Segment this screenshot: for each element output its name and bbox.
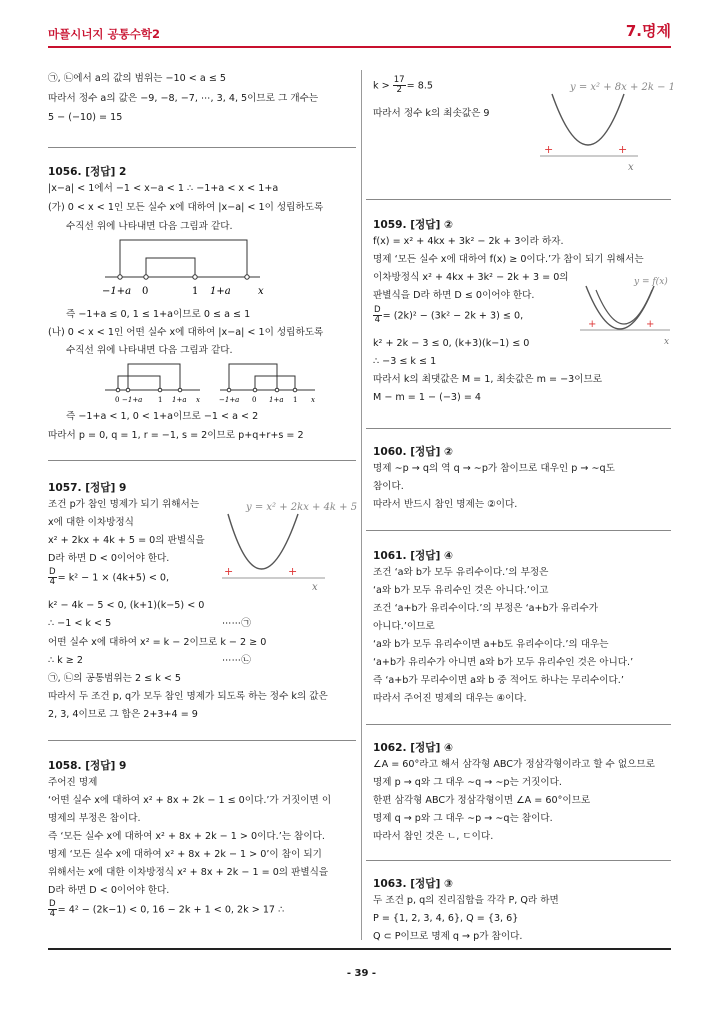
text-line: 수직선 위에 나타내면 다음 그림과 같다. xyxy=(66,221,233,232)
number-line-2b xyxy=(215,358,325,408)
fraction-rest: = 4² − (2k−1) < 0, 16 − 2k + 1 < 0, 2k > 17 ∴ xyxy=(57,904,285,916)
tick-label: −1+a xyxy=(102,286,132,297)
text-line: f(x) = x² + 4kx + 3k² − 2k + 3이라 하자. xyxy=(373,236,564,247)
tick-label: 1 xyxy=(293,396,298,404)
inline-text: k > xyxy=(373,80,390,92)
parabola-graph-1057 xyxy=(220,498,358,598)
section-divider xyxy=(366,530,671,531)
text-line: 즉 ‘a+b가 무리수이면 a와 b 중 적어도 하나는 무리수이다.’ xyxy=(373,675,624,686)
tick-label: 0 xyxy=(252,396,257,404)
text-line: 명제 p → q와 그 대우 ∼q → ∼p는 거짓이다. xyxy=(373,777,562,788)
page-number: - 39 - xyxy=(346,968,377,979)
text-line: 명제 ∼p → q의 역 q → ∼p가 참이므로 대우인 p → ∼q도 xyxy=(373,463,615,474)
header-rule xyxy=(48,46,671,48)
text-line: 명제 ‘모든 실수 x에 대하여 x² + 8x + 2k − 1 > 0’이 참이 되기 xyxy=(48,849,322,860)
text-line: 따라서 정수 k의 최솟값은 9 xyxy=(373,108,490,119)
text-line: 한편 삼각형 ABC가 정삼각형이면 ∠A = 60°이므로 xyxy=(373,795,591,806)
text-line: 즉 −1+a < 1, 0 < 1+a이므로 −1 < a < 2 xyxy=(66,411,259,422)
text-line: 즉 ‘모든 실수 x에 대하여 x² + 8x + 2k − 1 > 0이다.’는 참이다. xyxy=(48,831,325,842)
q1060-title: 1060. [정답] ② xyxy=(373,446,454,458)
column-divider xyxy=(361,70,362,940)
graph-equation: y = x² + 8x + 2k − 1 xyxy=(570,82,676,93)
text-line: ∴ −3 ≤ k ≤ 1 xyxy=(373,356,437,367)
text-line: 위해서는 x에 대한 이차방정식 x² + 8x + 2k − 1 = 0의 판별식을 xyxy=(48,867,329,878)
section-divider xyxy=(48,147,356,148)
text-line: 명제의 부정은 참이다. xyxy=(48,813,141,824)
text-line: P = {1, 2, 3, 4, 6}, Q = {3, 6} xyxy=(373,913,519,924)
text-line: ‘어떤 실수 x에 대하여 x² + 8x + 2k − 1 ≤ 0이다.’가 거짓이면 이 xyxy=(48,795,332,806)
fraction-den: 4 xyxy=(49,577,56,587)
marker-1: ⋯⋯㉠ xyxy=(222,618,251,629)
q1063-title: 1063. [정답] ③ xyxy=(373,878,454,890)
tick-label: 1+a xyxy=(269,396,284,404)
text-line: 이차방정식 x² + 4kx + 3k² − 2k + 3 = 0의 xyxy=(373,272,569,283)
fraction-line xyxy=(373,76,433,95)
fraction-line xyxy=(48,900,284,919)
graph-equation: y = f(x) xyxy=(634,277,668,287)
text-line: 2, 3, 4이므로 그 합은 2+3+4 = 9 xyxy=(48,709,198,720)
footer-rule xyxy=(48,948,671,950)
text-line: 수직선 위에 나타내면 다음 그림과 같다. xyxy=(66,345,233,356)
text-line: 주어진 명제 xyxy=(48,777,98,788)
text-line: x² + 2kx + 4k + 5 = 0의 판별식을 xyxy=(48,535,205,546)
text-line: ∴ −1 < k < 5 xyxy=(48,618,112,629)
inline-text: = 8.5 xyxy=(406,80,434,92)
text-line: 참이다. xyxy=(373,481,404,492)
tick-label: x xyxy=(196,396,200,404)
graph-equation: y = x² + 2kx + 4k + 5 xyxy=(246,502,358,513)
text-line: ㉠, ㉡의 공통범위는 2 ≤ k < 5 xyxy=(48,673,182,684)
tick-label: x xyxy=(258,286,264,297)
text-line: M − m = 1 − (−3) = 4 xyxy=(373,392,482,403)
text-line: 따라서 두 조건 p, q가 모두 참인 명제가 되도록 하는 정수 k의 값은 xyxy=(48,691,328,702)
section-divider xyxy=(366,860,671,861)
fraction-rest: = (2k)² − (3k² − 2k + 3) ≤ 0, xyxy=(382,310,524,322)
text-line: 어떤 실수 x에 대하여 x² = k − 2이므로 k − 2 ≥ 0 xyxy=(48,637,267,648)
text-line: ‘a+b가 유리수가 아니면 a와 b가 모두 유리수인 것은 아니다.’ xyxy=(373,657,634,668)
text-line: 두 조건 p, q의 진리집합을 각각 P, Q라 하면 xyxy=(373,895,559,906)
axis-label: x xyxy=(628,162,634,173)
text-line: 즉 −1+a ≤ 0, 1 ≤ 1+a이므로 0 ≤ a ≤ 1 xyxy=(66,309,251,320)
text-line: 조건 ‘a와 b가 모두 유리수이다.’의 부정은 xyxy=(373,567,549,578)
text-line: k² − 4k − 5 < 0, (k+1)(k−5) < 0 xyxy=(48,600,205,611)
tick-label: 0 xyxy=(115,396,120,404)
tick-label: 1+a xyxy=(210,286,231,297)
text-line: 판별식을 D라 하면 D ≤ 0이어야 한다. xyxy=(373,290,535,301)
number-line-2a xyxy=(100,358,210,408)
q1056-title: 1056. [정답] 2 xyxy=(48,166,127,178)
text-line: ∠A = 60°라고 해서 삼각형 ABC가 정삼각형이라고 할 수 없으므로 xyxy=(373,759,655,770)
section-divider xyxy=(48,460,356,461)
fraction-line xyxy=(48,568,169,587)
q1062-title: 1062. [정답] ④ xyxy=(373,742,454,754)
text-line: k² + 2k − 3 ≤ 0, (k+3)(k−1) ≤ 0 xyxy=(373,338,530,349)
text-line: |x−a| < 1에서 −1 < x−a < 1 ∴ −1+a < x < 1+a xyxy=(48,183,279,194)
fraction-den: 4 xyxy=(374,315,381,325)
fraction-num: 17 xyxy=(393,75,405,85)
q1057-title: 1057. [정답] 9 xyxy=(48,482,127,494)
text-line: x에 대한 이차방정식 xyxy=(48,517,134,528)
section-divider xyxy=(366,428,671,429)
text-line: 명제 ‘모든 실수 x에 대하여 f(x) ≥ 0이다.’가 참이 되기 위해서는 xyxy=(373,254,644,265)
q1061-title: 1061. [정답] ④ xyxy=(373,550,454,562)
text-line: Q ⊂ P이므로 명제 q → p가 참이다. xyxy=(373,931,523,942)
fraction-rest: = k² − 1 × (4k+5) < 0, xyxy=(57,572,170,584)
tick-label: 1 xyxy=(192,286,199,297)
plus-sign: + xyxy=(646,319,655,330)
text-line: 조건 p가 참인 명제가 되기 위해서는 xyxy=(48,499,200,510)
parabola-graph-1059 xyxy=(578,272,678,362)
tick-label: 0 xyxy=(142,286,149,297)
tick-label: 1 xyxy=(158,396,163,404)
fraction-num: D xyxy=(49,567,56,577)
section-divider xyxy=(48,740,356,741)
fraction-num: D xyxy=(49,899,56,909)
q1058-title: 1058. [정답] 9 xyxy=(48,760,127,772)
text-line: (나) 0 < x < 1인 어떤 실수 x에 대하여 |x−a| < 1이 성립하도록 xyxy=(48,327,324,338)
fraction xyxy=(48,900,57,919)
plus-sign: + xyxy=(224,565,234,578)
axis-label: x xyxy=(312,582,318,593)
text-line: 명제 q → p와 그 대우 ∼p → ∼q는 참이다. xyxy=(373,813,553,824)
text-line: 조건 ‘a+b가 유리수이다.’의 부정은 ‘a+b가 유리수가 xyxy=(373,603,599,614)
fraction-den: 2 xyxy=(396,85,402,95)
text-line: (가) 0 < x < 1인 모든 실수 x에 대하여 |x−a| < 1이 성립하도록 xyxy=(48,202,324,213)
plus-sign: + xyxy=(288,565,298,578)
section-divider xyxy=(366,724,671,725)
fraction xyxy=(48,568,57,587)
text-line: 따라서 k의 최댓값은 M = 1, 최솟값은 m = −3이므로 xyxy=(373,374,603,385)
text-line: 따라서 반드시 참인 명제는 ②이다. xyxy=(373,499,518,510)
text-line: ㉠, ㉡에서 a의 값의 범위는 −10 < a ≤ 5 xyxy=(48,73,227,84)
text-line: D라 하면 D < 0이어야 한다. xyxy=(48,885,170,896)
fraction-den: 4 xyxy=(49,909,56,919)
text-line: 따라서 주어진 명제의 대우는 ④이다. xyxy=(373,693,527,704)
text-line: 아니다.’이므로 xyxy=(373,621,435,632)
text-line: ‘a와 b가 모두 유리수인 것은 아니다.’이고 xyxy=(373,585,549,596)
plus-sign: + xyxy=(588,319,597,330)
tick-label: −1+a xyxy=(219,396,240,404)
text-line: D라 하면 D < 0이어야 한다. xyxy=(48,553,170,564)
text-line: ∴ k ≥ 2 xyxy=(48,655,83,666)
section-divider xyxy=(366,199,671,200)
text-line: 따라서 참인 것은 ㄴ, ㄷ이다. xyxy=(373,831,494,842)
axis-label: x xyxy=(664,337,670,347)
tick-label: 1+a xyxy=(172,396,187,404)
text-line: 따라서 정수 a의 값은 −9, −8, −7, ⋯, 3, 4, 5이므로 그 개수는 xyxy=(48,93,319,104)
q1059-title: 1059. [정답] ② xyxy=(373,219,454,231)
plus-sign: + xyxy=(544,143,554,156)
text-line: 따라서 p = 0, q = 1, r = −1, s = 2이므로 p+q+r+s = 2 xyxy=(48,430,304,441)
chapter-title: 7.명제 xyxy=(625,22,671,40)
book-title: 마플시너지 공통수학2 xyxy=(48,27,160,41)
fraction-line xyxy=(373,306,523,325)
fraction xyxy=(373,306,382,325)
tick-label: x xyxy=(311,396,315,404)
tick-label: −1+a xyxy=(122,396,143,404)
fraction xyxy=(393,76,406,95)
marker-2: ⋯⋯㉡ xyxy=(222,655,251,666)
text-line: ‘a와 b가 모두 유리수이면 a+b도 유리수이다.’의 대우는 xyxy=(373,639,609,650)
parabola-graph-1058 xyxy=(538,76,678,176)
text-line: 5 − (−10) = 15 xyxy=(48,112,123,123)
number-line-1 xyxy=(100,232,270,302)
fraction-num: D xyxy=(374,305,381,315)
plus-sign: + xyxy=(618,143,628,156)
